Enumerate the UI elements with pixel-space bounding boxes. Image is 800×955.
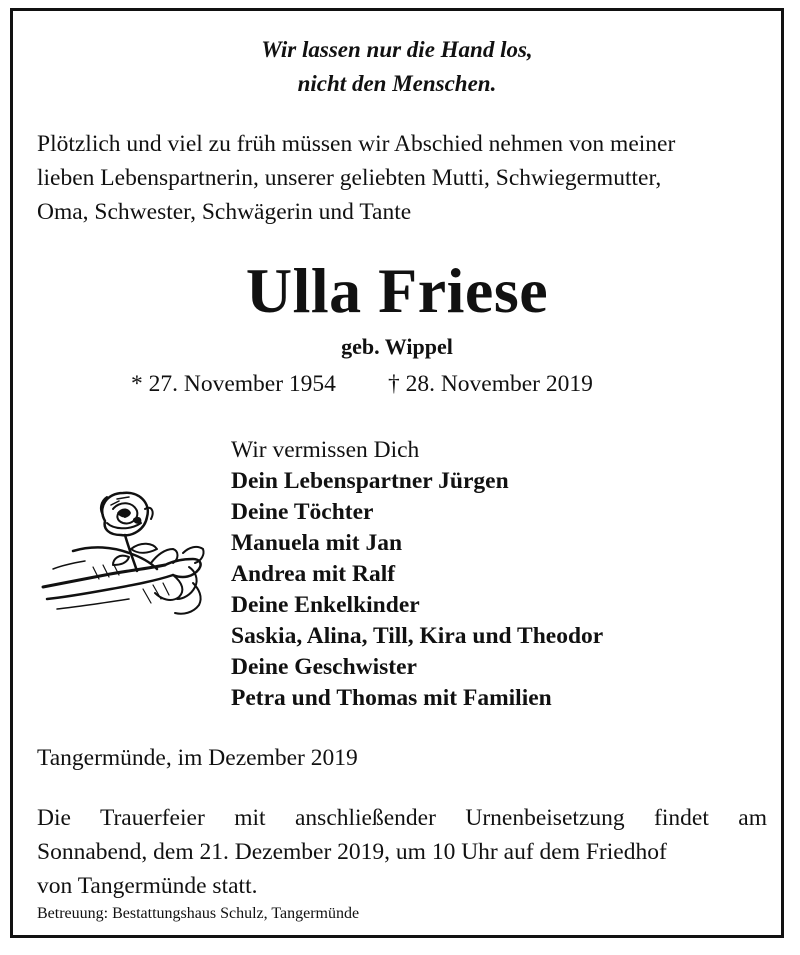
service-line-2: Sonnabend, dem 21. Dezember 2019, um 10 Uhr auf dem Friedhof: [37, 839, 667, 865]
place-and-date: Tangermünde, im Dezember 2019: [37, 745, 358, 771]
service-line-1: Die Trauerfeier mit anschließender Urnenbeisetzung findet am: [37, 805, 767, 831]
family-line-9: Petra und Thomas mit Familien: [231, 685, 552, 711]
intro-line-2: lieben Lebenspartnerin, unserer geliebten Mutti, Schwiegermutter,: [37, 165, 662, 191]
family-line-5: Andrea mit Ralf: [231, 561, 396, 587]
family-line-7: Saskia, Alina, Till, Kira und Theodor: [231, 623, 604, 649]
family-line-2: Dein Lebenspartner Jürgen: [231, 468, 509, 494]
deceased-name: Ulla Friese: [245, 255, 549, 326]
rose-in-hands-icon: [33, 479, 211, 629]
birth-date: * 27. November 1954: [131, 371, 336, 397]
intro-line-3: Oma, Schwester, Schwägerin und Tante: [37, 199, 412, 225]
funeral-home-credit: Betreuung: Bestattungshaus Schulz, Tangermünde: [37, 905, 360, 922]
motto: [13, 33, 781, 101]
family-line-8: Deine Geschwister: [231, 654, 417, 680]
maiden-name: geb. Wippel: [341, 334, 453, 359]
life-dates: [131, 367, 593, 401]
motto-line-1: Wir lassen nur die Hand los,: [261, 37, 533, 62]
family-line-4: Manuela mit Jan: [231, 530, 403, 556]
family-line-1: Wir vermissen Dich: [231, 437, 420, 463]
death-date: † 28. November 2019: [387, 371, 593, 397]
intro-text: [37, 127, 761, 229]
service-line-3: von Tangermünde statt.: [37, 873, 258, 899]
family-list: [231, 435, 603, 714]
intro-line-1: Plötzlich und viel zu früh müssen wir Abschied nehmen von meiner: [37, 131, 676, 157]
motto-line-2: nicht den Menschen.: [297, 71, 497, 96]
funeral-service-text: [37, 801, 767, 903]
obituary-frame: [10, 8, 784, 938]
family-line-6: Deine Enkelkinder: [231, 592, 420, 618]
family-line-3: Deine Töchter: [231, 499, 374, 525]
